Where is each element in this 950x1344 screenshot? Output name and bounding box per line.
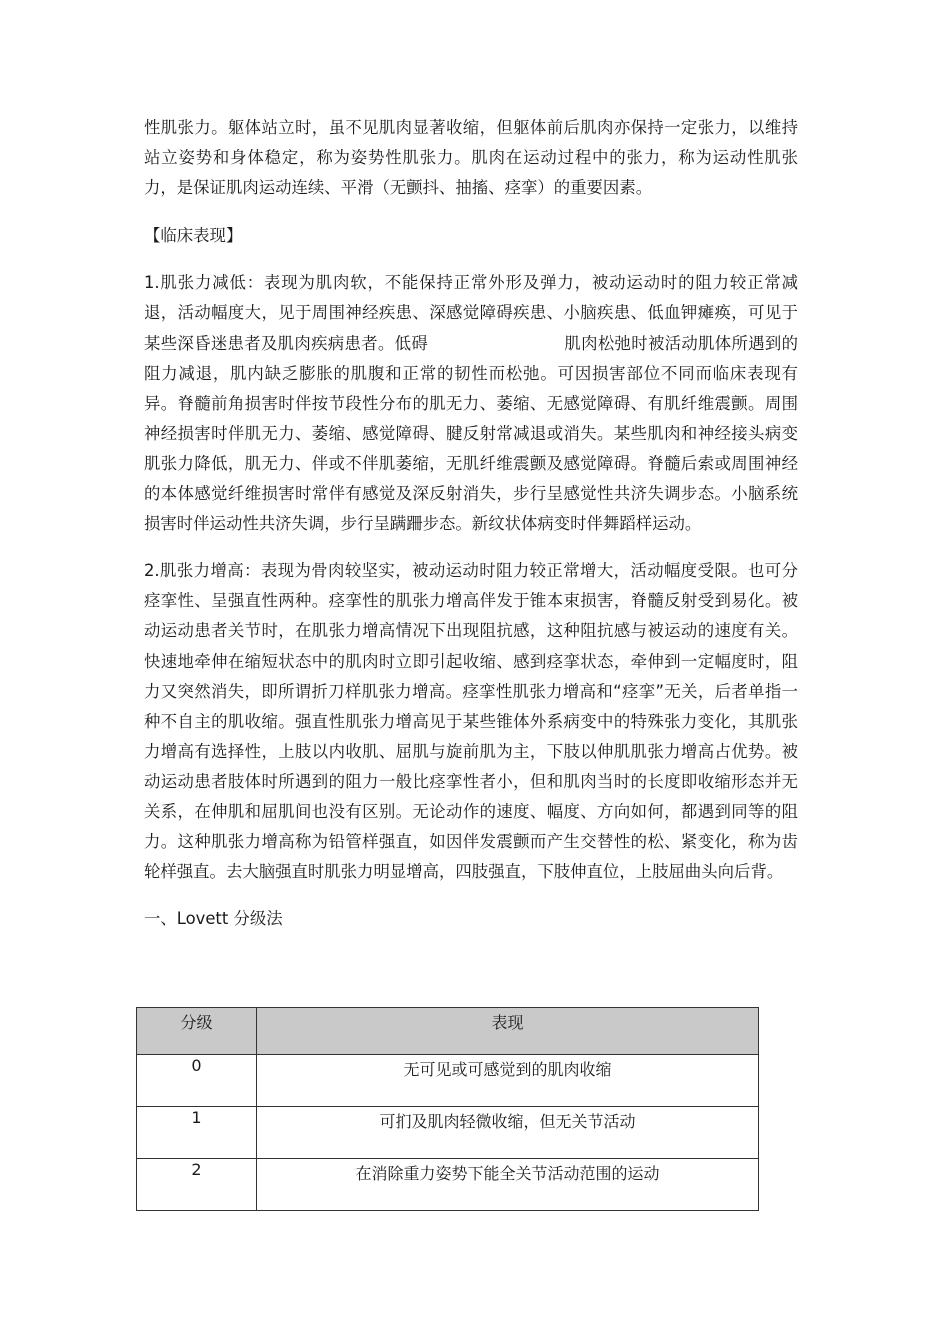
decreased-tone-text-b: 肌肉松弛时被活动肌体所遇到的阻力减退，肌内缺乏膨胀的肌腹和正常的韧性而松弛。可因损害部位不同而临床表现有异。脊髓前角损害时伴按节段性分布的肌无力、萎缩、无感觉障碍、有肌纤维震颤。周围神经损害时伴肌无力、萎缩、感觉障碍、腱反射常减退或消失。某些肌肉和神经接头病变肌张力降低，肌无力、伴或不伴肌萎缩，无肌纤维震颤及感觉障碍。脊髓后索或周围神经的本体感觉纤维损害时常伴有感觉及深反射消失，步行呈感觉性共济失调步态。小脑系统损害时伴运动性共济失调，步行呈蹒跚步态。新纹状体病变时伴舞蹈样运动。 xyxy=(144,333,799,534)
decreased-tone-paragraph xyxy=(144,268,798,539)
grade-cell: 1 xyxy=(137,1107,257,1159)
lovett-table-container xyxy=(136,1007,759,1211)
table-row xyxy=(137,1107,759,1159)
grade-cell: 0 xyxy=(137,1055,257,1107)
description-cell: 可扪及肌肉轻微收缩，但无关节活动 xyxy=(257,1107,759,1159)
clinical-heading: 【临床表现】 xyxy=(144,226,243,246)
table-row xyxy=(137,1055,759,1107)
description-cell: 在消除重力姿势下能全关节活动范围的运动 xyxy=(257,1159,759,1211)
grade-cell: 2 xyxy=(137,1159,257,1211)
description-cell: 无可见或可感觉到的肌肉收缩 xyxy=(257,1055,759,1107)
decreased-tone-text-a: 1.肌张力减低：表现为肌肉软，不能保持正常外形及弹力，被动运动时的阻力较正常减退，活动幅度大，见于周围神经疾患、深感觉障碍疾患、小脑疾患、低血钾瘫痪，可见于某些深昏迷患者及肌肉疾病患者。低碍 xyxy=(144,273,798,353)
description-column-header: 表现 xyxy=(257,1008,759,1055)
document-body xyxy=(144,113,798,951)
lovett-heading: 一、Lovett 分级法 xyxy=(144,909,283,929)
table-row xyxy=(137,1159,759,1211)
table-header-row xyxy=(137,1008,759,1055)
increased-tone-paragraph: 2.肌张力增高：表现为骨肉较坚实，被动运动时阻力较正常增大，活动幅度受限。也可分痉挛性、呈强直性两种。痉挛性的肌张力增高伴发于锥本束损害，脊髓反射受到易化。被动运动患者关节时，在肌张力增高情况下出现阻抗感，这种阻抗感与被运动的速度有关。快速地牵伸在缩短状态中的肌肉时立即引起收缩、感到痉挛状态，牵伸到一定幅度时，阻力又突然消失，即所谓折刀样肌张力增高。痉挛性肌张力增高和“痉挛”无关，后者单指一种不自主的肌收缩。强直性肌张力增高见于某些锥体外系病变中的特殊张力变化，其肌张力增高有选择性，上肢以内收肌、屈肌与旋前肌为主，下肢以伸肌肌张力增高占优势。被动运动患者肢体时所遇到的阻力一般比痉挛性者小，但和肌肉当时的长度即收缩形态并无关系，在伸肌和屈肌间也没有区别。无论动作的速度、幅度、方向如何，都遇到同等的阻力。这种肌张力增高称为铅管样强直，如因伴发震颤而产生交替性的松、紧变化，称为齿轮样强直。去大脑强直时肌张力明显增高，四肢强直，下肢伸直位，上肢屈曲头向后背。 xyxy=(144,561,798,882)
grade-column-header: 分级 xyxy=(137,1008,257,1055)
intro-paragraph: 性肌张力。躯体站立时，虽不见肌肉显著收缩，但躯体前后肌肉亦保持一定张力，以维持站立姿势和身体稳定，称为姿势性肌张力。肌肉在运动过程中的张力，称为运动性肌张力，是保证肌肉运动连续、平滑（无颤抖、抽搐、痉挛）的重要因素。 xyxy=(144,118,798,198)
lovett-table xyxy=(136,1007,759,1211)
